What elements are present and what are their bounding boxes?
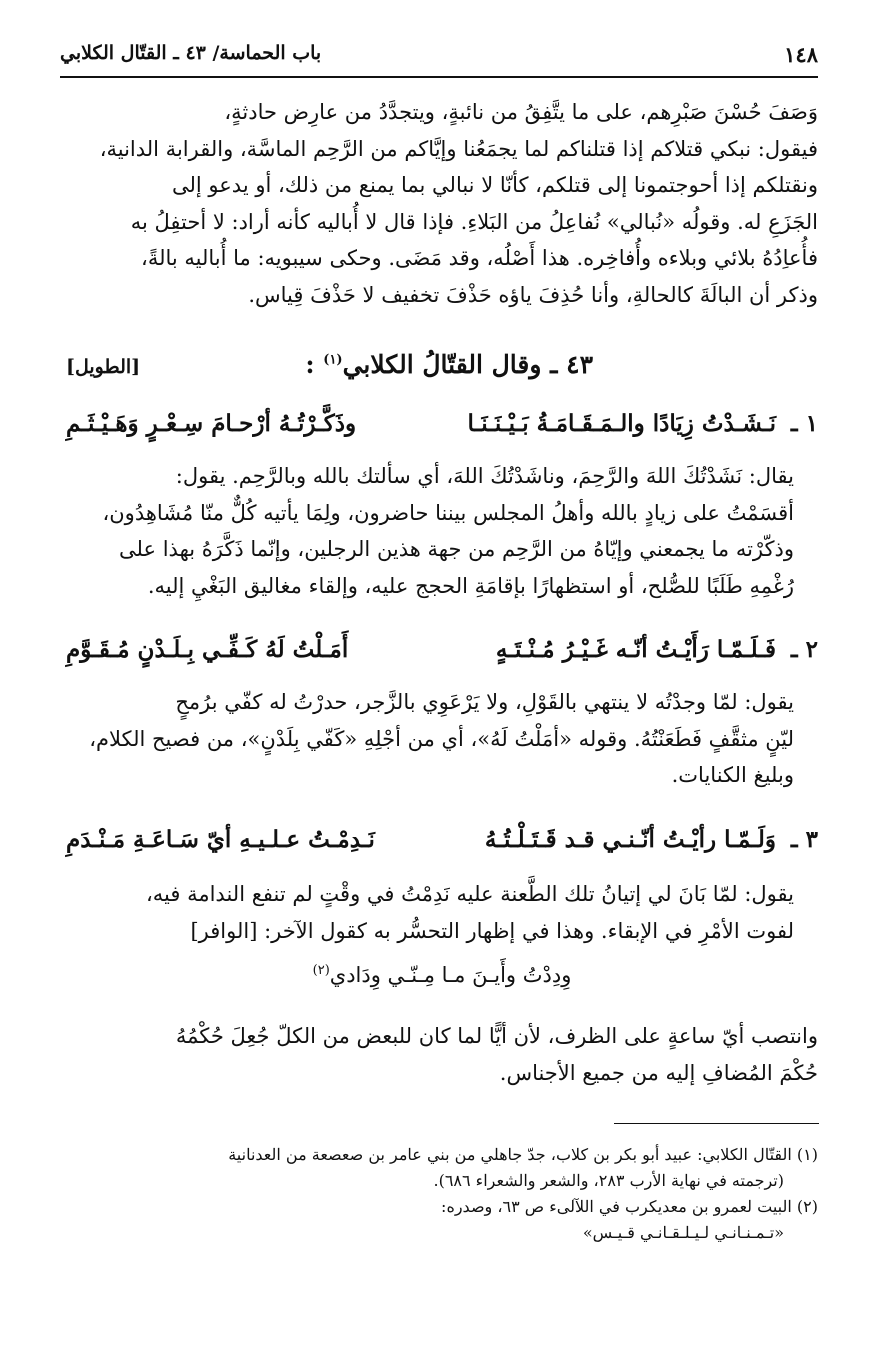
footnote-line: (ترجمته في نهاية الأرب ٢٨٣، والشعر والشعراء ٦٨٦). <box>433 1171 784 1190</box>
section-heading <box>66 350 818 390</box>
verse-line <box>66 410 818 450</box>
verse-explanation <box>66 684 794 794</box>
intro-line: فيقول: نبكي قتلاكم إذا قتلناكم لما يجمَعُنا وإيَّاكم من الرَّحِم الماسَّة، والقرابة الدانية، <box>99 136 818 161</box>
intro-line: فأُعاِدُهُ بلائي وبلاءه وأُفاخِره. هذا أَصْلُه، وقد مَضَى. وحكى سيبويه: ما أُباليه بالةً، <box>141 246 818 270</box>
running-title: باب الحماسة/ ٤٣ ـ القتّال الكلابي <box>60 42 322 64</box>
verse-first-hemistich: نَـشَـدْتُ زِيَادًا والـمَـقَـامَـةُ بَـيْـنَـنَـا <box>467 410 776 437</box>
verse-line <box>66 826 818 866</box>
explanation-line: وذكّرْته ما يجمعني وإيّاهُ من الرَّحِم من جهة هذين الرجلين، وإنّما ذَكَّرَهُ بهذا على <box>119 537 794 561</box>
verse-first-hemistich: وَلَـمّـا رأيْـتُ أنّـنـي قـد قَـتَـلْـتُـهُ <box>484 826 776 853</box>
verse-explanation <box>66 876 794 949</box>
explanation-line: رُغْمِهِ طَلَبًا للصُّلح، أو استظهارًا بإقامَةِ الحجج عليه، وإلقاء مغاليق البَغْيِ إليه. <box>147 573 794 598</box>
intro-line: الجَزَعِ له. وقولُه «نُبالي» نُفاعِلُ من البَلاءِ. فإذا قال لا أُباليه كأنه أراد: لا أحتفِلُ به <box>130 209 818 234</box>
explanation-line: لفوت الأمْرِ في الإبقاء. وهذا في إظهار التحسُّر به كقول الآخر: [الوافر] <box>190 918 794 943</box>
footnote-line: (١) القتّال الكلابي: عبيد أبو بكر بن كلاب، جدّ جاهلي من بني عامر بن صعصعة من العدنانية <box>228 1145 818 1164</box>
intro-line: وذكر أن البالَةَ كالحالةِ، وأنا حُذِفَ ياؤه حَذْفَ تخفيف لا حَذْفَ قِياس. <box>248 282 818 307</box>
explanation-line: يقول: لمّا بَانَ لي إتيانُ تلك الطَّعنة عليه نَدِمْتُ في وقْتٍ لم تنفع الندامة فيه، <box>146 882 794 906</box>
verse-second-hemistich: وذَكَّـرْتُـهُ أرْحـامَ سِـعْـرٍ وَهَـيْـثَـمِ <box>66 410 357 437</box>
verse-line <box>66 636 818 676</box>
verse-second-hemistich: أَمَـلْتُ لَهُ كَـفِّـي بِـلَـدْنٍ مُـقَـوَّمِ <box>66 636 349 663</box>
explanation-line: يقول: لمّا وجدْتُه لا ينتهي بالقَوْلِ، ولا يَرْعَوِي بالزَّجر، حدرْتُ له كفّي برُمحٍ <box>175 690 794 714</box>
intro-line: ونقتلكم إذا أحوجتمونا إلى قتلكم، كأنّا لا نبالي بما يمنع من ذلك، أو يدعو إلى <box>172 173 818 197</box>
verse-number: ١ ـ <box>790 410 818 437</box>
intro-line: وَصَفَ حُسْنَ صَبْرِهم، على ما يتَّفِقُ من نائبةٍ، ويتجدَّدُ من عارِض حادثةٍ، <box>224 100 818 124</box>
verse-number: ٣ ـ <box>790 826 818 853</box>
explanation-line: وبليغ الكنايات. <box>671 763 794 787</box>
explanation-line: ليّنٍ مثقَّفٍ فَطَعَنْتُهُ. وقوله «أمَلْتُ لَهُ»، أي من أجْلِهِ «كَفّي بِلَدْنٍ»، من فصيح الكلام، <box>89 726 794 751</box>
verse-first-hemistich: فَـلَـمّـا رَأَيْـتُ أنّـه غَـيْـرُ مُـنْـتَـهٍ <box>495 636 776 663</box>
closing-line: وانتصب أيّ ساعةٍ على الظرف، لأن أيًّا لما كان للبعض من الكلّ جُعِلَ حُكْمُهُ <box>175 1024 818 1048</box>
verse-number: ٢ ـ <box>790 636 818 663</box>
quoted-verse-text: وِدِدْتُ وأَيـنَ مـا مِـنّـي وِدَادي <box>329 963 572 987</box>
footnote-line: «تـمـنـانـي لـيـلـقـانـي قـيـس» <box>582 1223 784 1242</box>
closing-line: حُكْمَ المُضافِ إليه من جميع الأجناس. <box>499 1060 818 1085</box>
verse-second-hemistich: نَـدِمْـتُ عـلـيـهِ أيّ سَـاعَـةِ مَـنْـدَمِ <box>66 826 375 853</box>
intro-paragraph <box>66 94 818 313</box>
header-divider <box>60 76 818 78</box>
page-number: ١٤٨ <box>784 42 818 67</box>
footnote-line: (٢) البيت لعمرو بن معديكرب في اللآلىء ص ٦٣، وصدره: <box>441 1197 818 1216</box>
explanation-line: يقال: نَشَدْتُكَ اللهَ والرَّحِمَ، وناشَدْتُكَ اللهَ، أي سألتك بالله وبالرَّحِم. يقول: <box>175 464 794 488</box>
verse-explanation <box>66 458 794 604</box>
quoted-verse <box>66 963 818 999</box>
footnote-divider <box>614 1123 819 1124</box>
page-header <box>60 40 818 70</box>
footnote-ref: (١) <box>323 352 343 368</box>
poem-meter: [الطويل] <box>66 356 141 378</box>
poem-title: ٤٣ ـ وقال القتّالُ الكلابي$^{(١)}$ : <box>305 350 593 379</box>
explanation-line: أقسَمْتُ على زيادٍ بالله وأهلُ المجلس بيننا حاضرون، ولِمَا يأتيه كُلٌّ منّا مُشَاهِدُون، <box>102 500 794 525</box>
closing-paragraph <box>66 1018 818 1091</box>
footnote-ref: (٢) <box>312 963 330 978</box>
